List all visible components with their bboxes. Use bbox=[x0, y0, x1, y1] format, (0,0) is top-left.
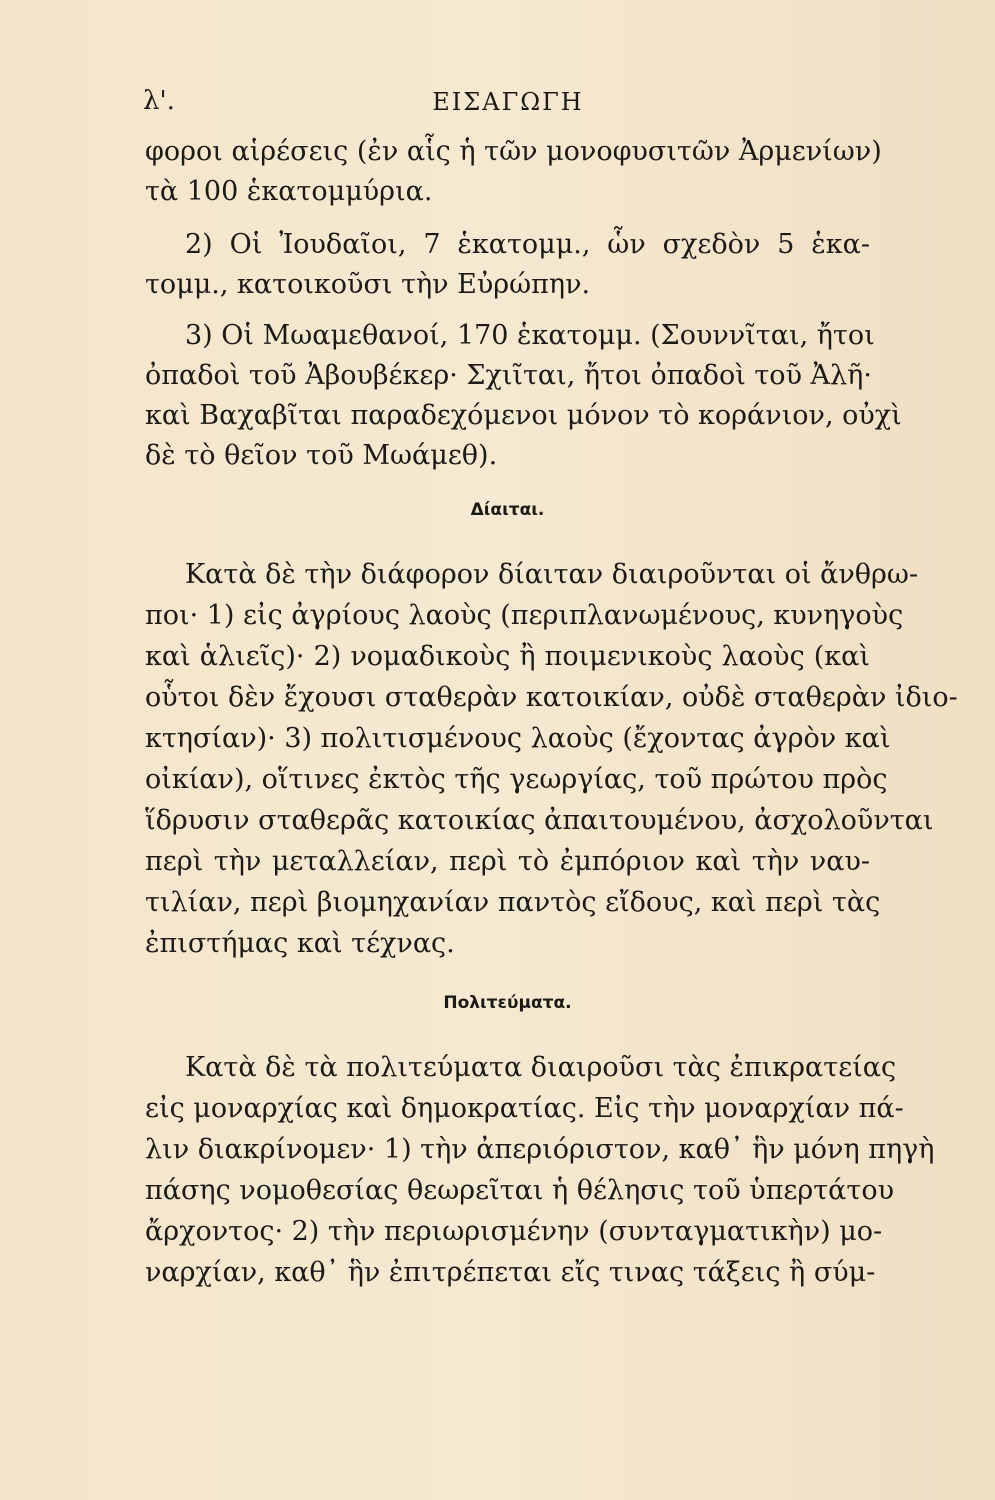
text-line: καὶ ἁλιεῖς)· 2) νομαδικοὺς ἢ ποιμενικοὺς λαοὺς (καὶ bbox=[145, 641, 870, 672]
page-number: λ'. bbox=[143, 86, 175, 116]
text-line: φοροι αἱρέσεις (ἐν αἷς ἡ τῶν μονοφυσιτῶν Ἀρμενίων) bbox=[145, 136, 882, 167]
text-line: πάσης νομοθεσίας θεωρεῖται ἡ θέλησις τοῦ ὑπερτάτου bbox=[145, 1175, 894, 1206]
page-header bbox=[143, 86, 873, 126]
running-title: ΕΙΣΑΓΩΓΗ bbox=[432, 88, 584, 116]
text-line: 3) Οἱ Μωαμεθανοί, 170 ἑκατομμ. (Σουννῖται, ἤτοι bbox=[185, 320, 875, 351]
text-line: λιν διακρίνομεν· 1) τὴν ἀπεριόριστον, καθ᾽ ἣν μόνη πηγὴ bbox=[145, 1134, 935, 1165]
text-line: ἵδρυσιν σταθερᾶς κατοικίας ἀπαιτουμένου, ἀσχολοῦνται bbox=[145, 805, 934, 836]
text-line: ποι· 1) εἰς ἀγρίους λαοὺς (περιπλανωμένους, κυνηγοὺς bbox=[145, 600, 904, 631]
text-line: τομμ., κατοικοῦσι τὴν Εὐρώπην. bbox=[145, 269, 591, 300]
text-line: περὶ τὴν μεταλλείαν, περὶ τὸ ἐμπόριον καὶ τὴν ναυ- bbox=[145, 846, 870, 877]
text-line: τὰ 100 ἑκατομμύρια. bbox=[145, 176, 433, 207]
text-line: 2) Οἱ Ἰουδαῖοι, 7 ἑκατομμ., ὧν σχεδὸν 5 ἑκα- bbox=[185, 229, 870, 260]
text-line: κτησίαν)· 3) πολιτισμένους λαοὺς (ἔχοντας ἀγρὸν καὶ bbox=[145, 723, 891, 754]
section-heading-diets: Δίαιται. bbox=[470, 500, 545, 520]
section-heading-polities: Πολιτεύματα. bbox=[443, 993, 572, 1013]
text-line: ἐπιστήμας καὶ τέχνας. bbox=[145, 928, 455, 959]
text-line: ναρχίαν, καθ᾽ ἣν ἐπιτρέπεται εἴς τινας τάξεις ἢ σύμ- bbox=[145, 1257, 876, 1288]
text-line: εἰς μοναρχίας καὶ δημοκρατίας. Εἰς τὴν μοναρχίαν πά- bbox=[145, 1093, 904, 1124]
text-line: Κατὰ δὲ τὰ πολιτεύματα διαιροῦσι τὰς ἐπικρατείας bbox=[185, 1052, 897, 1083]
text-line: οὗτοι δὲν ἔχουσι σταθερὰν κατοικίαν, οὐδὲ σταθερὰν ἰδιο- bbox=[145, 682, 958, 713]
text-line: οἰκίαν), οἵτινες ἐκτὸς τῆς γεωργίας, τοῦ πρώτου πρὸς bbox=[145, 764, 888, 795]
text-line: Κατὰ δὲ τὴν διάφορον δίαιταν διαιροῦνται οἱ ἄνθρω- bbox=[185, 559, 919, 590]
text-line: ἄρχοντος· 2) τὴν περιωρισμένην (συνταγματικὴν) μο- bbox=[145, 1216, 883, 1247]
text-line: καὶ Βαχαβῖται παραδεχόμενοι μόνον τὸ κοράνιον, οὐχὶ bbox=[145, 400, 902, 431]
text-line: δὲ τὸ θεῖον τοῦ Μωάμεθ). bbox=[145, 440, 498, 471]
text-line: ὀπαδοὶ τοῦ Ἀβουβέκερ· Σχιῖται, ἤτοι ὀπαδοὶ τοῦ Ἀλῆ· bbox=[145, 360, 872, 391]
text-line: τιλίαν, περὶ βιομηχανίαν παντὸς εἴδους, καὶ περὶ τὰς bbox=[145, 887, 881, 918]
